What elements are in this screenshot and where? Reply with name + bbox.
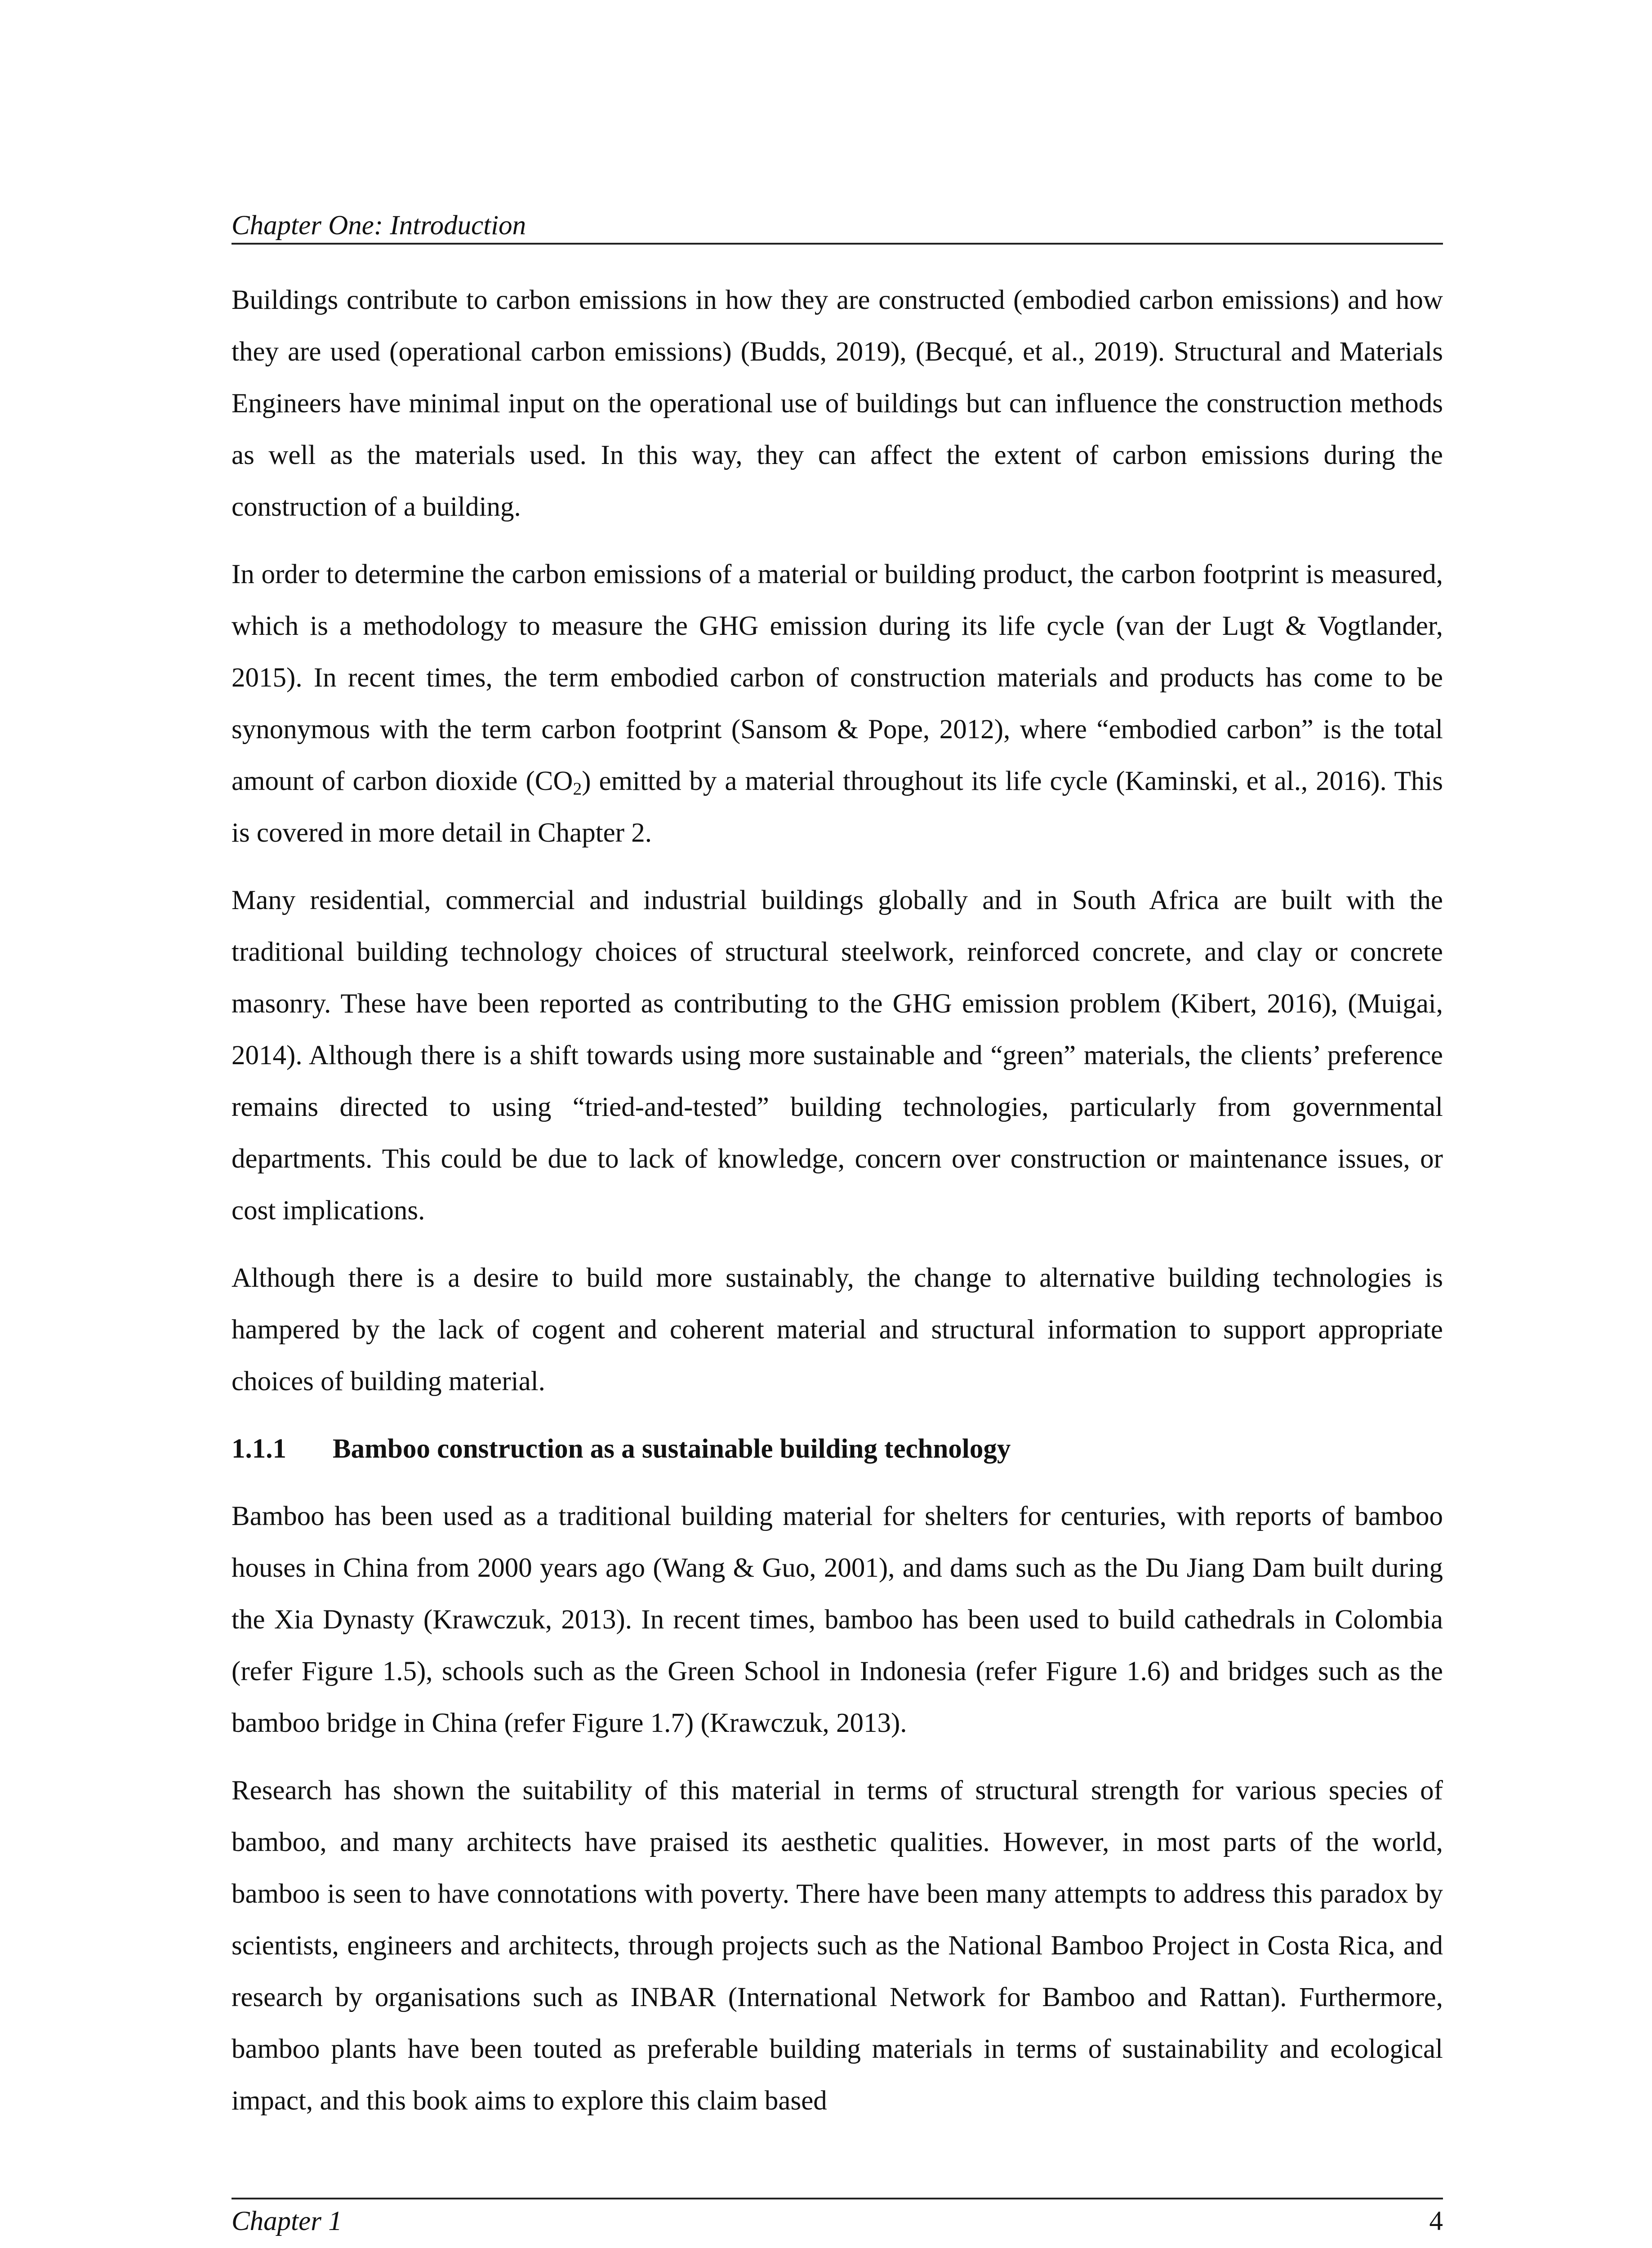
- running-header: [232, 205, 1443, 245]
- header-title: Chapter One: Introduction: [232, 210, 526, 241]
- section-number: 1.1.1: [232, 1434, 286, 1464]
- section-heading: [232, 1423, 1443, 1475]
- page-number: 4: [1429, 2206, 1443, 2236]
- section-title: Bamboo construction as a sustainable building technology: [333, 1434, 1011, 1464]
- paragraph-carbon-footprint-part1: In order to determine the carbon emissions of a material or building product, the carbon footprint is measured, which is a methodology to measure the GHG emission during its life cycle (van der Lugt & Vogtlander, 2015). In recent times, the term embodied carbon of construction materials and products has come to be synonymous with the term carbon footprint (Sansom & Pope, 2012), where “embodied carbon” is the total amount of carbon dioxide (CO: [232, 559, 1443, 796]
- paragraph-sustainable-desire: Although there is a desire to build more sustainably, the change to alternative building technologies is hampered by the lack of cogent and coherent material and structural information to support appropriate choices of building material.: [232, 1263, 1443, 1396]
- paragraph-buildings-emissions: Buildings contribute to carbon emissions in how they are constructed (embodied carbon emissions) and how they are used (operational carbon emissions) (Budds, 2019), (Becqué, et al., 2019). Structural and Materials Engineers have minimal input on the operational use of buildings but can influence the construction methods as well as the materials used. In this way, they can affect the extent of carbon emissions during the construction of a building.: [232, 285, 1443, 522]
- paragraph-traditional-technologies: Many residential, commercial and industrial buildings globally and in South Africa are built with the traditional building technology choices of structural steelwork, reinforced concrete, and clay or concrete masonry. These have been reported as contributing to the GHG emission problem (Kibert, 2016), (Muigai, 2014). Although there is a shift towards using more sustainable and “green” materials, the clients’ preference remains directed to using “tried-and-tested” building technologies, particularly from governmental departments. This could be due to lack of knowledge, concern over construction or maintenance issues, or cost implications.: [232, 885, 1443, 1226]
- paragraph-carbon-footprint-part2: ) emitted by a material throughout its life cycle (Kaminski, et al., 2016). This is covered in more detail in Chapter 2.: [232, 766, 1443, 848]
- footer-chapter-label: Chapter 1: [232, 2206, 342, 2236]
- paragraph-carbon-footprint: [232, 549, 1443, 859]
- paragraph-bamboo-history: Bamboo has been used as a traditional building material for shelters for centuries, with reports of bamboo houses in China from 2000 years ago (Wang & Guo, 2001), and dams such as the Du Jiang Dam built during the Xia Dynasty (Krawczuk, 2013). In recent times, bamboo has been used to build cathedrals in Colombia (refer Figure 1.5), schools such as the Green School in Indonesia (refer Figure 1.6) and bridges such as the bamboo bridge in China (refer Figure 1.7) (Krawczuk, 2013).: [232, 1501, 1443, 1738]
- paragraph-bamboo-research: Research has shown the suitability of this material in terms of structural strength for various species of bamboo, and many architects have praised its aesthetic qualities. However, in most parts of the world, bamboo is seen to have connotations with poverty. There have been many attempts to address this paradox by scientists, engineers and architects, through projects such as the National Bamboo Project in Costa Rica, and research by organisations such as INBAR (International Network for Bamboo and Rattan). Furthermore, bamboo plants have been touted as preferable building materials in terms of sustainability and ecological impact, and this book aims to explore this claim based: [232, 1775, 1443, 2116]
- page-body: [232, 274, 1443, 2142]
- co2-subscript: 2: [573, 778, 582, 798]
- running-footer: [232, 2198, 1443, 2240]
